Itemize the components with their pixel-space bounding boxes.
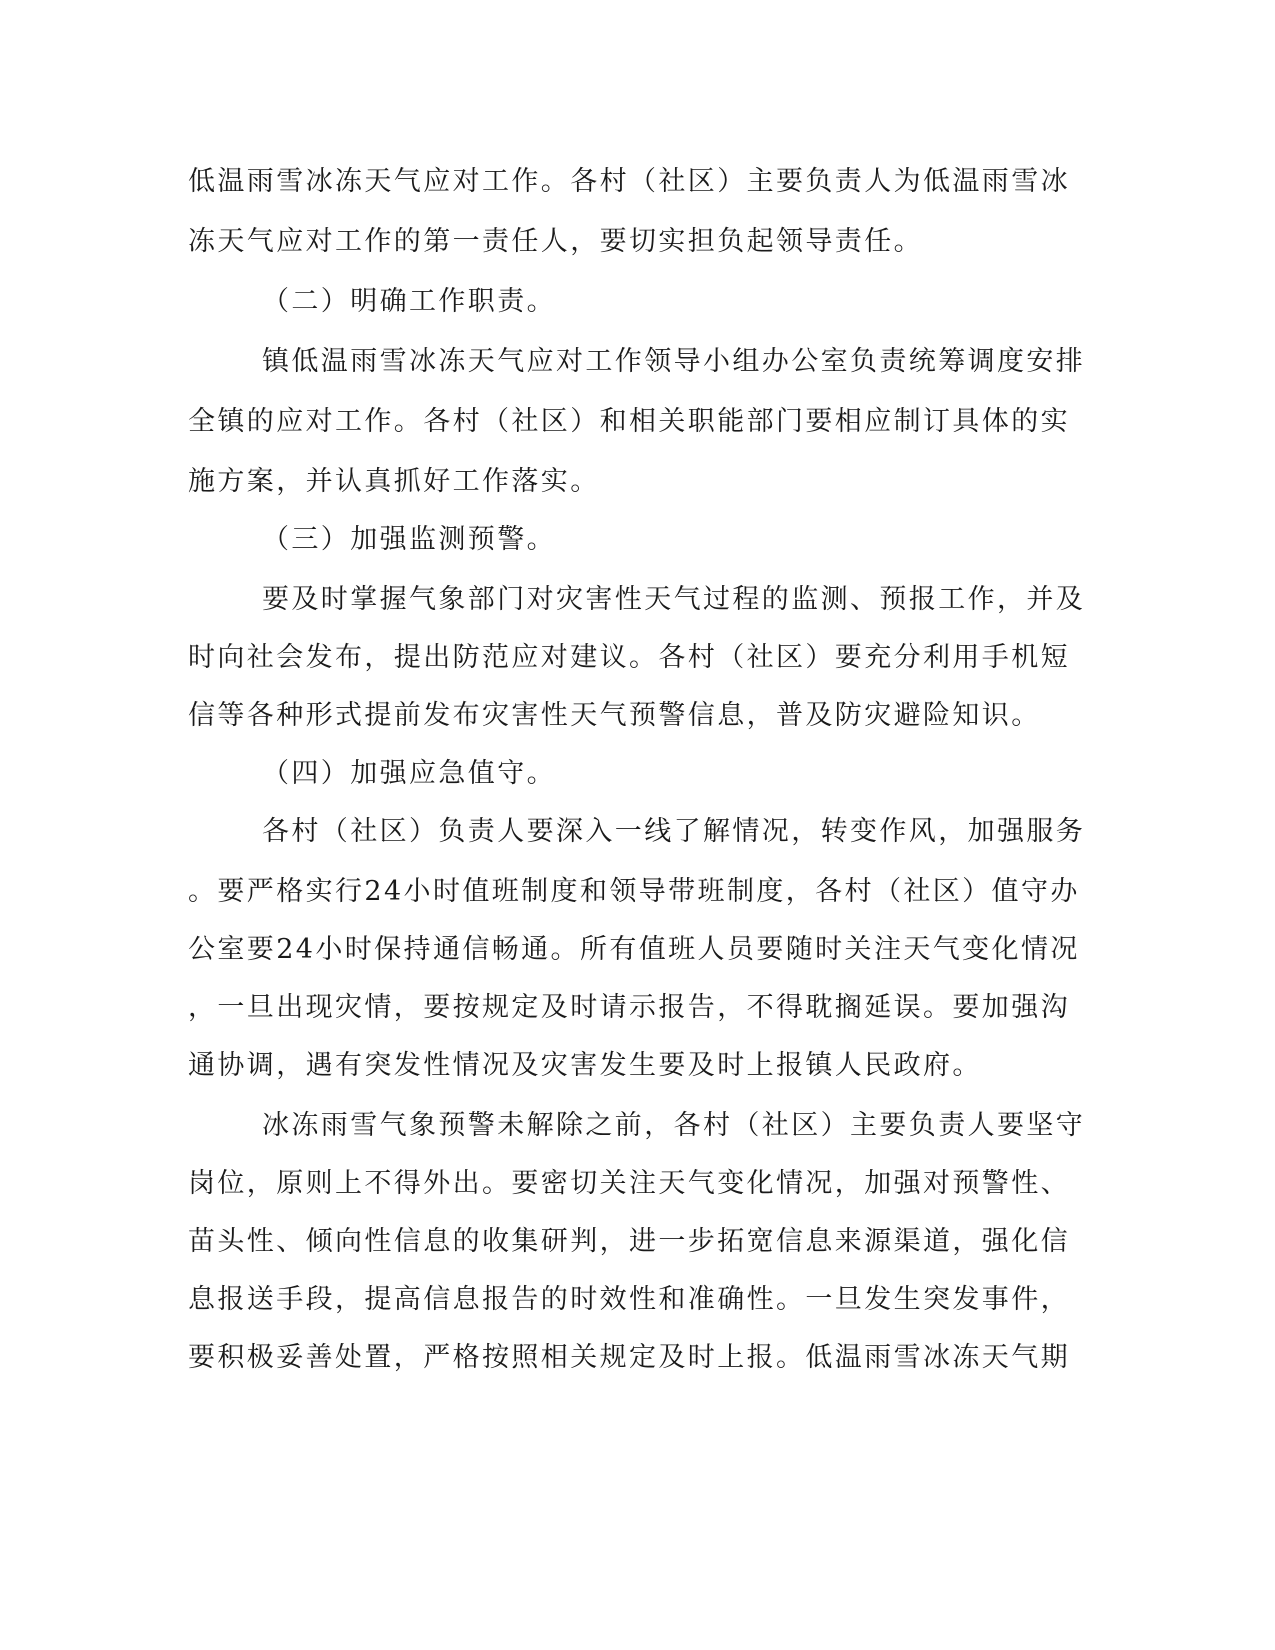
text-line-12: 各村（社区）负责人要深入一线了解情况，转变作风，加强服务 xyxy=(262,816,1086,847)
text-line-13: 。要严格实行24小时值班制度和领导带班制度，各村（社区）值守办 xyxy=(188,876,1080,907)
text-line-8: 要及时掌握气象部门对灾害性天气过程的监测、预报工作，并及 xyxy=(262,584,1086,615)
text-line-6: 施方案，并认真抓好工作落实。 xyxy=(188,466,600,497)
text-line-2: 冻天气应对工作的第一责任人，要切实担负起领导责任。 xyxy=(188,226,923,257)
section-heading-4: （四）加强应急值守。 xyxy=(262,758,556,789)
text-line-1: 低温雨雪冰冻天气应对工作。各村（社区）主要负责人为低温雨雪冰 xyxy=(188,166,1070,197)
section-heading-3: （三）加强监测预警。 xyxy=(262,524,556,555)
text-line-10: 信等各种形式提前发布灾害性天气预警信息，普及防灾避险知识。 xyxy=(188,700,1041,731)
text-line-18: 岗位，原则上不得外出。要密切关注天气变化情况，加强对预警性、 xyxy=(188,1168,1070,1199)
text-line-14: 公室要24小时保持通信畅通。所有值班人员要随时关注天气变化情况 xyxy=(188,934,1080,965)
text-line-19: 苗头性、倾向性信息的收集研判，进一步拓宽信息来源渠道，强化信 xyxy=(188,1226,1070,1257)
section-heading-2: （二）明确工作职责。 xyxy=(262,286,556,317)
text-line-16: 通协调，遇有突发性情况及灾害发生要及时上报镇人民政府。 xyxy=(188,1050,982,1081)
text-line-20: 息报送手段，提高信息报告的时效性和准确性。一旦发生突发事件， xyxy=(188,1284,1070,1315)
text-line-9: 时向社会发布，提出防范应对建议。各村（社区）要充分利用手机短 xyxy=(188,642,1070,673)
text-line-4: 镇低温雨雪冰冻天气应对工作领导小组办公室负责统筹调度安排 xyxy=(262,346,1086,377)
text-line-17: 冰冻雨雪气象预警未解除之前，各村（社区）主要负责人要坚守 xyxy=(262,1110,1086,1141)
text-line-21: 要积极妥善处置，严格按照相关规定及时上报。低温雨雪冰冻天气期 xyxy=(188,1342,1070,1373)
text-line-15: ，一旦出现灾情，要按规定及时请示报告，不得耽搁延误。要加强沟 xyxy=(188,992,1070,1023)
text-line-5: 全镇的应对工作。各村（社区）和相关职能部门要相应制订具体的实 xyxy=(188,406,1070,437)
